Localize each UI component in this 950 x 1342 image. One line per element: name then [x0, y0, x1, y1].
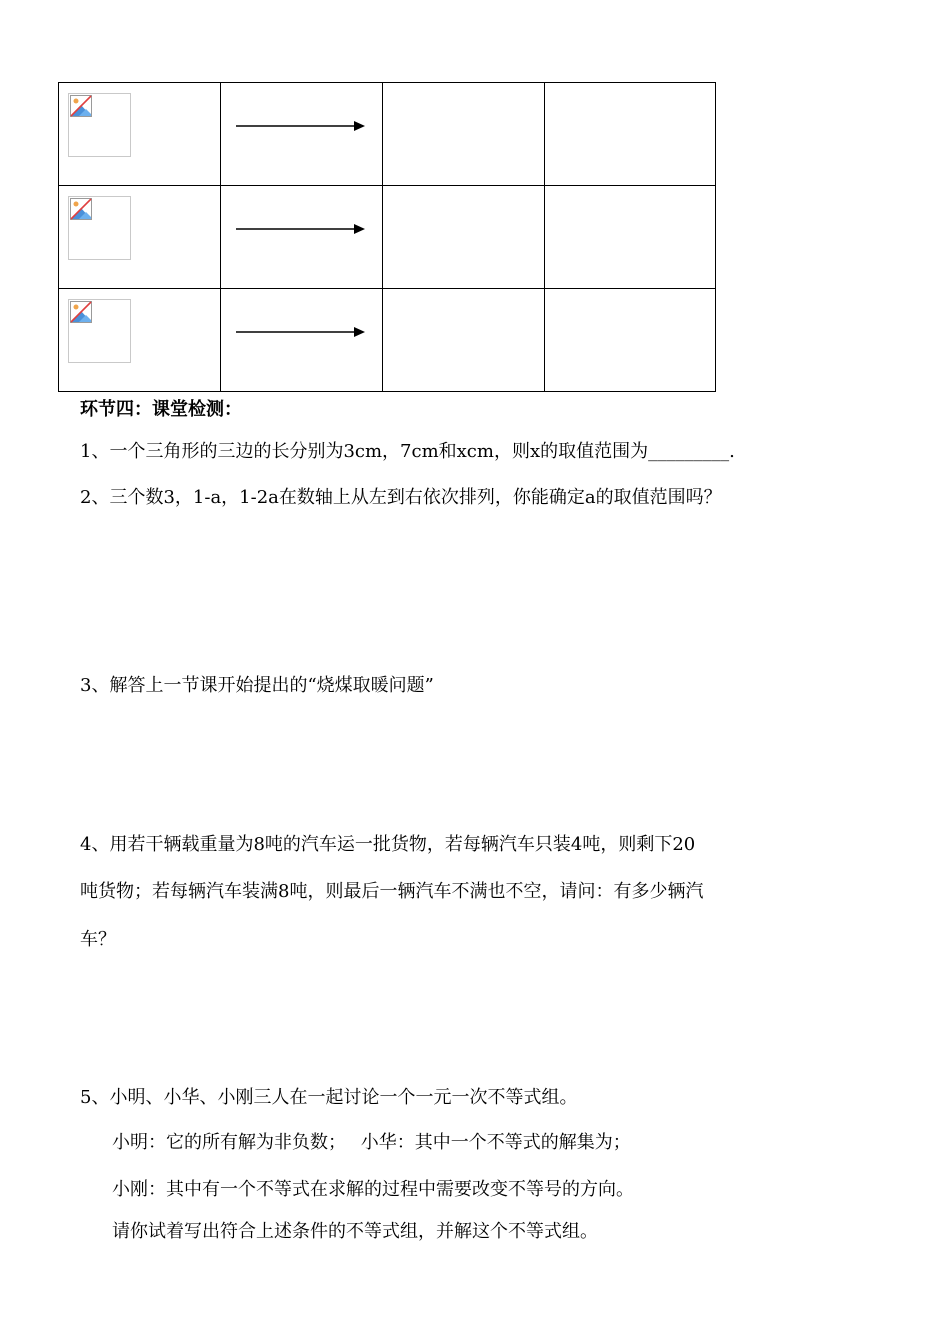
exercise-table — [58, 82, 716, 392]
question-3: 3、解答上一节课开始提出的“烧煤取暖问题” — [80, 675, 434, 696]
question-2: 2、三个数3，1-a，1-2a在数轴上从左到右依次排列，你能确定a的取值范围吗？ — [80, 487, 722, 508]
section-heading: 环节四：课堂检测： — [80, 399, 242, 420]
broken-image-placeholder — [68, 196, 131, 260]
broken-image-placeholder — [68, 93, 131, 157]
right-arrow-icon — [236, 119, 366, 133]
arrow-cell — [221, 186, 383, 289]
broken-image-placeholder — [68, 299, 131, 363]
answer-cell[interactable] — [545, 83, 716, 186]
table-row — [59, 83, 716, 186]
arrow-cell — [221, 289, 383, 392]
broken-image-icon — [69, 94, 93, 118]
broken-image-icon — [69, 300, 93, 324]
question-5-line-4: 请你试着写出符合上述条件的不等式组，并解这个不等式组。 — [112, 1221, 598, 1242]
image-cell — [59, 186, 221, 289]
table-row — [59, 186, 716, 289]
answer-cell[interactable] — [383, 289, 545, 392]
right-arrow-icon — [236, 222, 366, 236]
answer-cell[interactable] — [383, 83, 545, 186]
image-cell — [59, 83, 221, 186]
question-5-line-3: 小刚：其中有一个不等式在求解的过程中需要改变不等号的方向。 — [112, 1179, 634, 1200]
question-4-line-2: 吨货物；若每辆汽车装满8吨，则最后一辆汽车不满也不空，请问：有多少辆汽 — [80, 881, 704, 902]
question-4-line-3: 车？ — [80, 929, 116, 950]
broken-image-icon — [69, 197, 93, 221]
question-5-line-1: 5、小明、小华、小刚三人在一起讨论一个一元一次不等式组。 — [80, 1087, 578, 1108]
right-arrow-icon — [236, 325, 366, 339]
question-1: 1、一个三角形的三边的长分别为3cm，7cm和xcm，则x的取值范围为_________. — [80, 441, 735, 462]
question-4-line-1: 4、用若干辆载重量为8吨的汽车运一批货物，若每辆汽车只装4吨，则剩下20 — [80, 834, 696, 855]
arrow-cell — [221, 83, 383, 186]
answer-cell[interactable] — [545, 186, 716, 289]
image-cell — [59, 289, 221, 392]
answer-cell[interactable] — [383, 186, 545, 289]
answer-cell[interactable] — [545, 289, 716, 392]
table-row — [59, 289, 716, 392]
question-5-line-2: 小明：它的所有解为非负数； 小华：其中一个不等式的解集为； — [112, 1132, 631, 1153]
